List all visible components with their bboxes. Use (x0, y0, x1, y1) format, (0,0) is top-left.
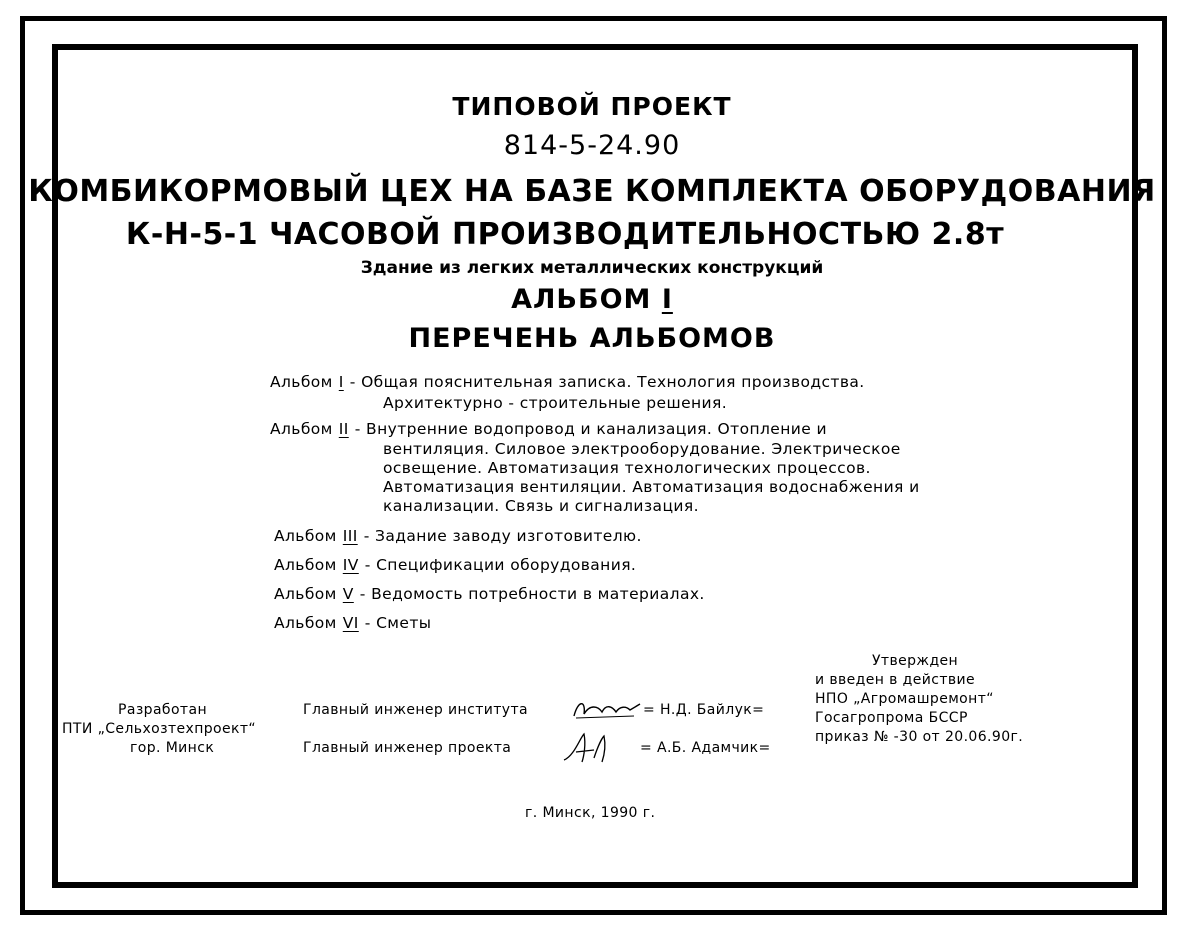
album-row-2 (270, 420, 827, 438)
album-description: - Внутренние водопровод и канализация. Отопление и (354, 420, 827, 438)
chief-engineer-project-name: = А.Б. Адамчик= (640, 740, 771, 756)
album-label: Альбом (270, 420, 333, 438)
title-line-2: К-Н-5-1 ЧАСОВОЙ ПРОИЗВОДИТЕЛЬНОСТЬЮ 2.8т (125, 217, 1005, 252)
list-title: ПЕРЕЧЕНЬ АЛЬБОМОВ (408, 323, 776, 354)
album-label: Альбом (274, 614, 337, 632)
approval-line-3: НПО „Агромашремонт“ (815, 691, 994, 707)
album-heading (0, 284, 1184, 315)
developer-line-2: ПТИ „Сельхозтехпроект“ (62, 721, 257, 737)
album-row-1 (270, 373, 865, 391)
signature-adamchik (560, 728, 622, 768)
album-number: IV (342, 556, 359, 574)
album-description: - Спецификации оборудования. (364, 556, 637, 574)
continuation-line: Автоматизация вентиляции. Автоматизация водоснабжения и (383, 478, 920, 496)
album-description: - Сметы (364, 614, 432, 632)
album-row-3 (274, 527, 642, 545)
album-heading-number: I (661, 284, 673, 315)
album-label: Альбом (274, 527, 337, 545)
signature-bailuk (568, 694, 648, 724)
continuation-line: вентиляция. Силовое электрооборудование. Электрическое (383, 440, 901, 458)
approval-line-1: Утвержден (872, 653, 959, 669)
developer-line-3: гор. Минск (130, 740, 215, 756)
approval-line-2: и введен в действие (815, 672, 976, 688)
continuation-line: Архитектурно - строительные решения. (383, 394, 728, 412)
album-row-2-continuation (383, 440, 920, 516)
album-row-1-continuation (383, 394, 727, 413)
approval-line-5: приказ № -30 от 20.06.90г. (815, 729, 1024, 745)
subtitle: Здание из легких металлических конструкций (360, 258, 824, 278)
chief-engineer-institute-name: = Н.Д. Байлук= (643, 702, 765, 718)
album-label: Альбом (270, 373, 333, 391)
project-number: 814-5-24.90 (503, 130, 681, 161)
album-heading-label: АЛЬБОМ (511, 284, 652, 315)
album-number: III (342, 527, 358, 545)
album-number: V (342, 585, 354, 603)
album-label: Альбом (274, 556, 337, 574)
album-number: II (338, 420, 349, 438)
album-description: - Задание заводу изготовителю. (363, 527, 642, 545)
developer-line-1: Разработан (118, 702, 208, 718)
title-line-1: КОМБИКОРМОВЫЙ ЦЕХ НА БАЗЕ КОМПЛЕКТА ОБОРУДОВАНИЯ (28, 174, 1156, 209)
album-row-5 (274, 585, 705, 603)
album-row-4 (274, 556, 636, 574)
approval-line-4: Госагропрома БССР (815, 710, 968, 726)
document-type: ТИПОВОЙ ПРОЕКТ (452, 92, 732, 121)
chief-engineer-institute-role: Главный инженер института (303, 702, 529, 718)
album-label: Альбом (274, 585, 337, 603)
album-description: - Общая пояснительная записка. Технология производства. (349, 373, 865, 391)
album-number: I (338, 373, 344, 391)
continuation-line: канализации. Связь и сигнализация. (383, 497, 699, 515)
album-description: - Ведомость потребности в материалах. (359, 585, 705, 603)
place-date: г. Минск, 1990 г. (525, 805, 656, 821)
album-row-6 (274, 614, 431, 632)
chief-engineer-project-role: Главный инженер проекта (303, 740, 512, 756)
continuation-line: освещение. Автоматизация технологических процессов. (383, 459, 871, 477)
album-number: VI (342, 614, 359, 632)
